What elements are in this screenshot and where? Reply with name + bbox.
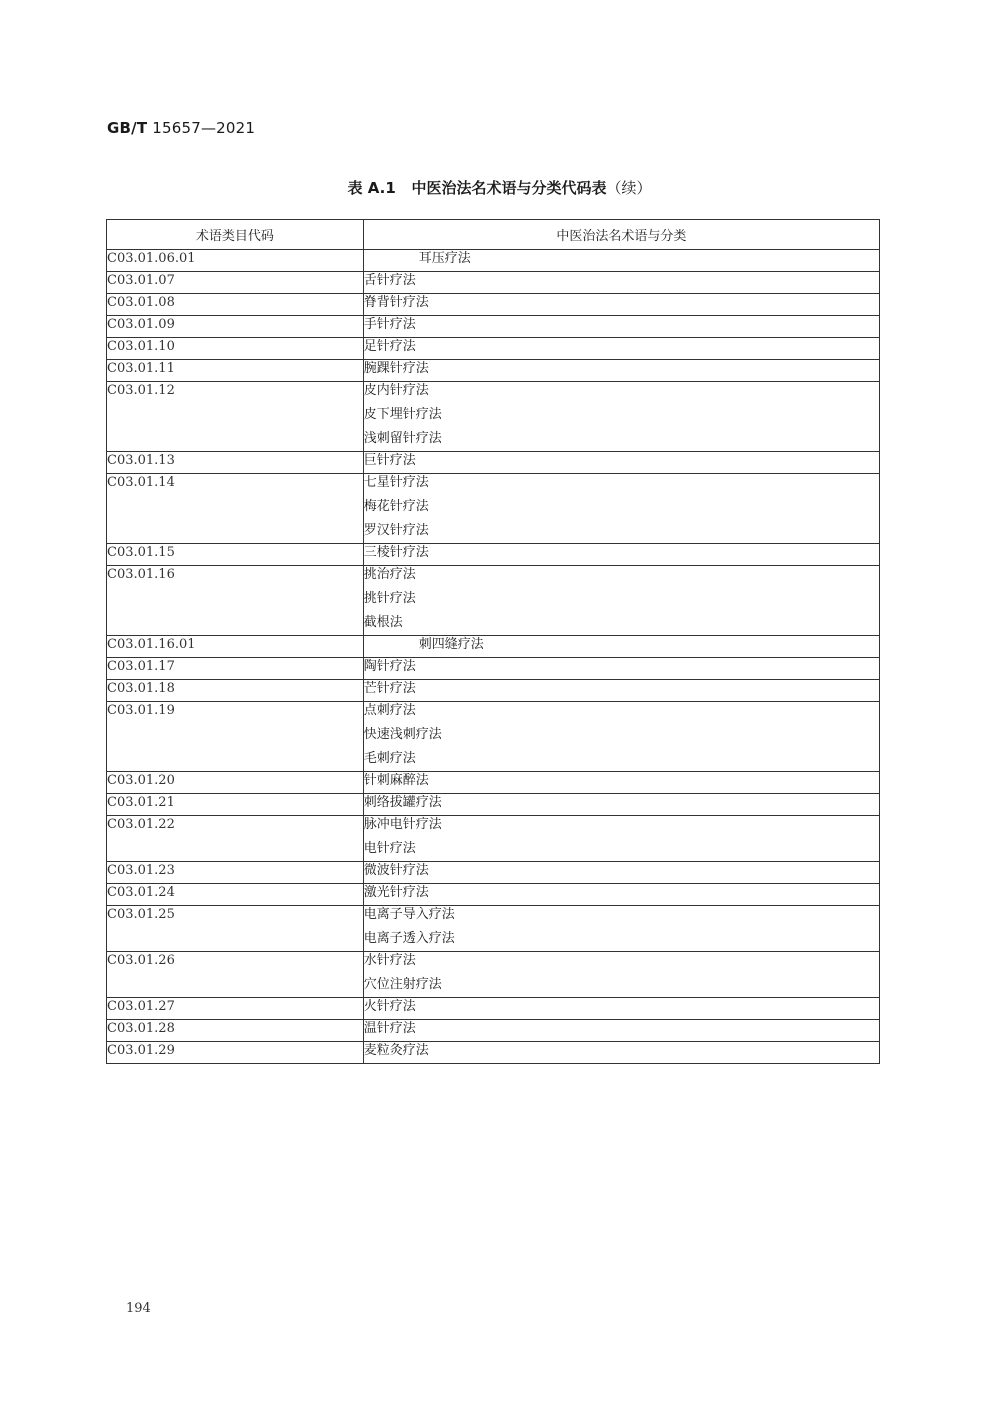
term-name: 麦粒灸疗法 xyxy=(363,1043,429,1058)
term-name: 刺络拔罐疗法 xyxy=(363,795,442,810)
term-name: 梅花针疗法 xyxy=(363,499,429,514)
term-name: 挑治疗法 xyxy=(363,567,416,582)
term-name: 截根法 xyxy=(363,615,403,630)
term-names xyxy=(363,906,879,952)
term-name: 脊背针疗法 xyxy=(363,295,429,310)
table-continued: （续） xyxy=(606,179,652,197)
term-name: 挑针疗法 xyxy=(363,591,416,606)
term-code: C03.01.27 xyxy=(107,998,364,1020)
term-name: 耳压疗法 xyxy=(418,251,471,266)
term-code: C03.01.23 xyxy=(107,862,364,884)
term-code: C03.01.28 xyxy=(107,1020,364,1042)
table-row xyxy=(107,952,880,998)
term-names xyxy=(363,702,879,772)
term-code: C03.01.06.01 xyxy=(107,250,364,272)
term-name: 微波针疗法 xyxy=(363,863,429,878)
table-header-row xyxy=(107,220,880,250)
term-name: 皮内针疗法 xyxy=(363,383,429,398)
term-code: C03.01.11 xyxy=(107,360,364,382)
term-code: C03.01.22 xyxy=(107,816,364,862)
table-row xyxy=(107,906,880,952)
standard-number: 15657—2021 xyxy=(152,119,256,137)
standard-prefix: GB/T xyxy=(107,119,148,137)
term-names xyxy=(363,566,879,636)
term-name: 腕踝针疗法 xyxy=(363,361,429,376)
term-name: 针刺麻醉法 xyxy=(363,773,429,788)
table-row xyxy=(107,474,880,544)
code-table xyxy=(106,219,880,1064)
column-header-code: 术语类目代码 xyxy=(107,220,364,250)
term-name: 刺四缝疗法 xyxy=(418,637,484,652)
term-code: C03.01.19 xyxy=(107,702,364,772)
table-row xyxy=(107,566,880,636)
term-name: 三棱针疗法 xyxy=(363,545,429,560)
term-name: 水针疗法 xyxy=(363,953,416,968)
table-row xyxy=(107,702,880,772)
table-body xyxy=(107,250,880,1064)
term-code: C03.01.24 xyxy=(107,884,364,906)
table-row xyxy=(107,816,880,862)
term-name: 毛刺疗法 xyxy=(363,751,416,766)
column-header-term: 中医治法名术语与分类 xyxy=(363,220,879,250)
term-name: 激光针疗法 xyxy=(363,885,429,900)
term-name: 温针疗法 xyxy=(363,1021,416,1036)
term-code: C03.01.21 xyxy=(107,794,364,816)
page-number: 194 xyxy=(126,1301,151,1316)
term-name: 足针疗法 xyxy=(363,339,416,354)
term-code: C03.01.18 xyxy=(107,680,364,702)
term-names xyxy=(363,816,879,862)
term-name: 舌针疗法 xyxy=(363,273,416,288)
table-label: 表 A.1 xyxy=(347,179,396,197)
term-code: C03.01.29 xyxy=(107,1042,364,1064)
term-code: C03.01.20 xyxy=(107,772,364,794)
term-name: 电离子导入疗法 xyxy=(363,907,455,922)
term-code: C03.01.08 xyxy=(107,294,364,316)
term-name: 巨针疗法 xyxy=(363,453,416,468)
term-names xyxy=(363,382,879,452)
term-name: 芒针疗法 xyxy=(363,681,416,696)
standard-code xyxy=(107,119,255,137)
term-names xyxy=(363,1042,879,1064)
table-title xyxy=(0,177,999,198)
term-names xyxy=(363,952,879,998)
table-title-text: 中医治法名术语与分类代码表 xyxy=(411,179,607,197)
term-name: 七星针疗法 xyxy=(363,475,429,490)
term-code: C03.01.13 xyxy=(107,452,364,474)
term-code: C03.01.10 xyxy=(107,338,364,360)
term-name: 电针疗法 xyxy=(363,841,416,856)
term-code: C03.01.16.01 xyxy=(107,636,364,658)
term-name: 浅刺留针疗法 xyxy=(363,431,442,446)
term-name: 火针疗法 xyxy=(363,999,416,1014)
term-code: C03.01.12 xyxy=(107,382,364,452)
term-name: 皮下埋针疗法 xyxy=(363,407,442,422)
table-row xyxy=(107,1042,880,1064)
table-row xyxy=(107,382,880,452)
term-code: C03.01.14 xyxy=(107,474,364,544)
term-name: 快速浅刺疗法 xyxy=(363,727,442,742)
term-name: 陶针疗法 xyxy=(363,659,416,674)
term-code: C03.01.16 xyxy=(107,566,364,636)
term-name: 点刺疗法 xyxy=(363,703,416,718)
term-names xyxy=(363,474,879,544)
term-name: 脉冲电针疗法 xyxy=(363,817,442,832)
term-code: C03.01.09 xyxy=(107,316,364,338)
term-name: 电离子透入疗法 xyxy=(363,931,455,946)
term-name: 手针疗法 xyxy=(363,317,416,332)
term-code: C03.01.26 xyxy=(107,952,364,998)
term-name: 穴位注射疗法 xyxy=(363,977,442,992)
term-code: C03.01.17 xyxy=(107,658,364,680)
term-code: C03.01.07 xyxy=(107,272,364,294)
term-code: C03.01.25 xyxy=(107,906,364,952)
term-code: C03.01.15 xyxy=(107,544,364,566)
term-name: 罗汉针疗法 xyxy=(363,523,429,538)
